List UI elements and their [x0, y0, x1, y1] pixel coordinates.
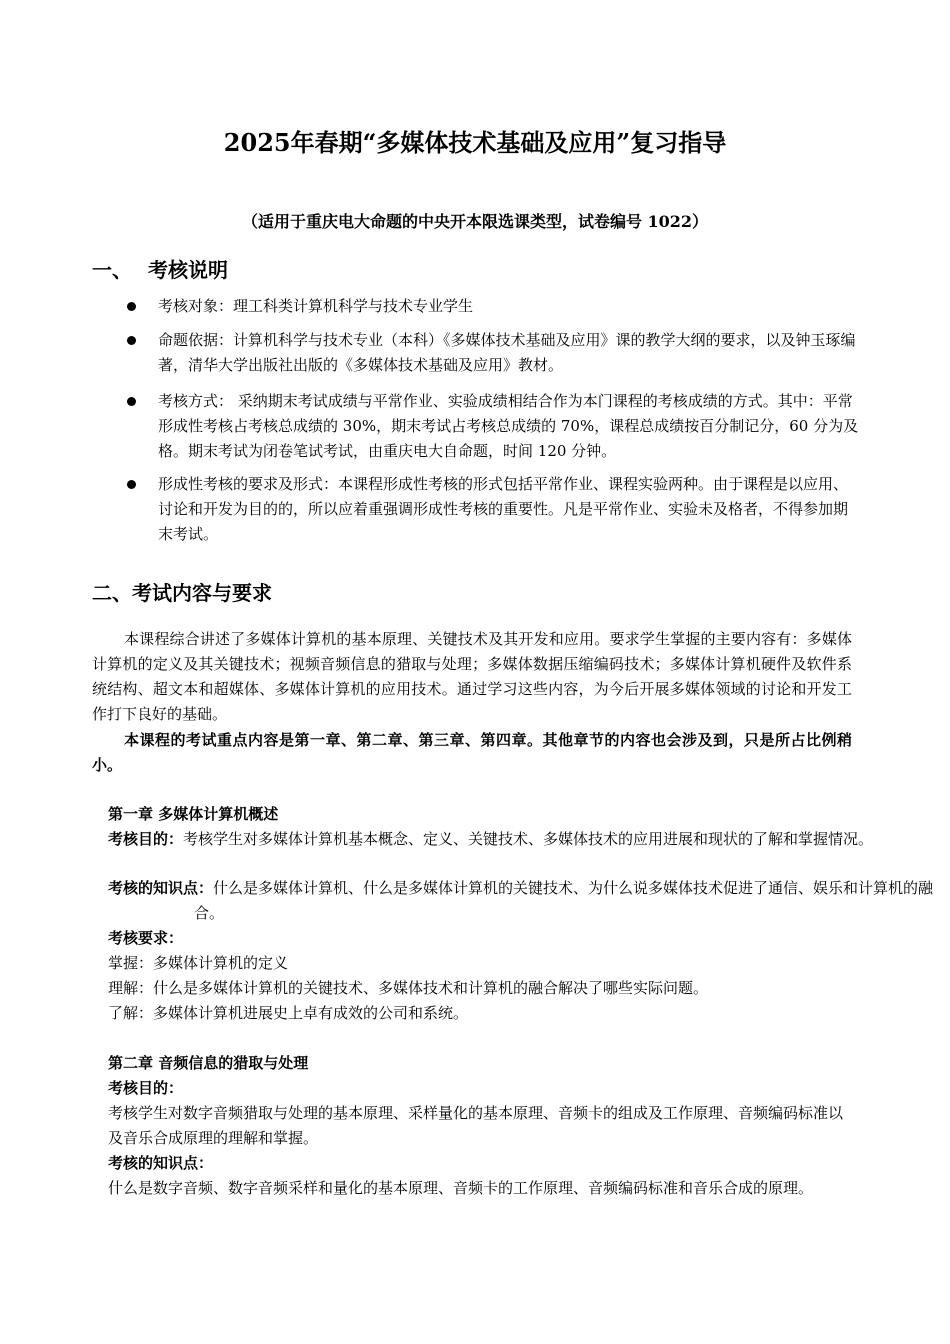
chapter-1-points-label: 考核的知识点： — [108, 879, 214, 897]
chapter-1-points-text: 什么是多媒体计算机、什么是多媒体计算机的关键技术、为什么说多媒体技术促进了通信、娱乐和计算机的融合。 — [194, 879, 934, 922]
section-1-heading — [92, 256, 228, 284]
chapter-1-req-line: 理解：什么是多媒体计算机的关键技术、多媒体技术和计算机的融合解决了哪些实际问题。 — [108, 979, 709, 997]
chapter-1-req-label: 考核要求： — [108, 929, 184, 947]
chapter-2-points-label: 考核的知识点： — [108, 1154, 214, 1172]
chapter-1-req-line: 掌握：多媒体计算机的定义 — [108, 954, 289, 972]
chapter-2-goal-text: 考核学生对数字音频猎取与处理的基本原理、采样量化的基本原理、音频卡的组成及工作原理、音频编码标准以及音乐合成原理的理解和掌握。 — [108, 1104, 844, 1147]
list-item-text: 形成性考核的要求及形式：本课程形成性考核的形式包括平常作业、课程实验两种。由于课程是以应用、讨论和开发为目的的，所以应着重强调形成性考核的重要性。凡是平常作业、实验未及格者，不得参加期末考试。 — [158, 475, 849, 543]
chapter-1-points — [108, 876, 934, 926]
bullet-icon — [127, 302, 136, 311]
bullet-icon — [127, 397, 136, 406]
list-item-text: 考核对象：理工科类计算机科学与技术专业学生 — [158, 297, 474, 315]
list-item — [92, 472, 862, 547]
exam-info-list — [92, 294, 862, 553]
chapter-1-title: 第一章 多媒体计算机概述 — [108, 805, 279, 823]
chapter-1-req-line: 了解：多媒体计算机进展史上卓有成效的公司和系统。 — [108, 1004, 469, 1022]
chapter-1-goal-label: 考核目的： — [108, 830, 184, 848]
chapter-2-points-text: 什么是数字音频、数字音频采样和量化的基本原理、音频卡的工作原理、音频编码标准和音乐合成的原理。 — [108, 1179, 814, 1197]
chapter-1-goal — [108, 827, 934, 852]
chapter-2-title: 第二章 音频信息的猎取与处理 — [108, 1054, 309, 1072]
section-2-intro: 本课程综合讲述了多媒体计算机的基本原理、关键技术及其开发和应用。要求学生掌握的主要内容有：多媒体计算机的定义及其关键技术；视频音频信息的猎取与处理；多媒体数据压缩编码技术；多媒体计算机硬件及软件系统结构、超文本和超媒体、多媒体计算机的应用技术。通过学习这些内容，为今后开展多媒体领域的讨论和开发工作打下良好的基础。 — [92, 630, 852, 723]
section-1-number: 一、 — [92, 258, 132, 282]
section-1-title: 考核说明 — [148, 258, 228, 282]
list-item — [92, 389, 862, 464]
bullet-icon — [127, 480, 136, 489]
section-2-focus: 本课程的考试重点内容是第一章、第二章、第三章、第四章。其他章节的内容也会涉及到，只是所占比例稍小。 — [92, 731, 852, 774]
chapter-2-goal-label: 考核目的： — [108, 1079, 184, 1097]
document-title: 2025年春期“多媒体技术基础及应用”复习指导 — [223, 128, 727, 157]
section-2-heading: 二、考试内容与要求 — [92, 581, 272, 605]
list-item-text: 考核方式： 采纳期末考试成绩与平常作业、实验成绩相结合作为本门课程的考核成绩的方式。其中：平常形成性考核占考核总成绩的 30%，期末考试占考核总成绩的 70%，课程总成绩按百分制记分，60 分为及格。期末考试为闭卷笔试考试，由重庆电大自命题，时间 120 分钟。 — [158, 392, 859, 460]
chapter-1-goal-text: 考核学生对多媒体计算机基本概念、定义、关键技术、多媒体技术的应用进展和现状的了解和掌握情况。 — [183, 830, 874, 848]
list-item-text: 命题依据：计算机科学与技术专业（本科）《多媒体技术基础及应用》课的教学大纲的要求，以及钟玉琢编著，清华大学出版社出版的《多媒体技术基础及应用》教材。 — [158, 331, 856, 374]
list-item — [92, 294, 862, 319]
document-subtitle: （适用于重庆电大命题的中央开本限选课类型，试卷编号 1022） — [241, 212, 709, 231]
list-item — [92, 328, 862, 378]
bullet-icon — [127, 336, 136, 345]
